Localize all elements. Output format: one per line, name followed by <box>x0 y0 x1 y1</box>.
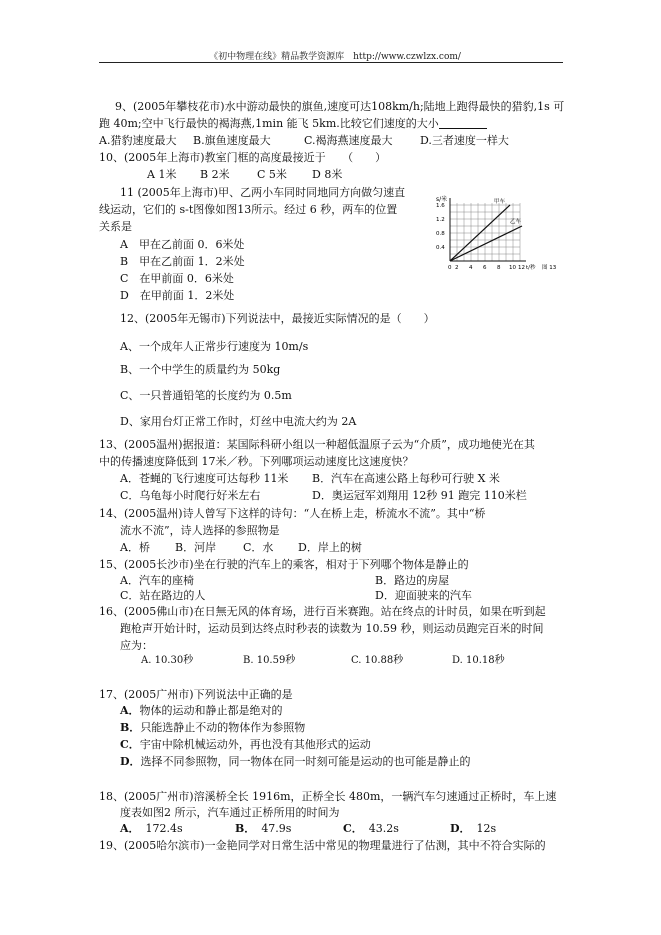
q16-line1: 16、(2005佛山市)在日無无风的体育场，进行百米赛跑。站在终点的计时员，如果在听到起 <box>99 605 546 618</box>
q17-option-d <box>120 755 471 769</box>
option-text: 选择不同参照物，同一物体在同一时刻可能是运动的也可能是静止的 <box>140 755 471 768</box>
q12-option-c: C、一只普通铅笔的长度约为 0.5m <box>120 389 292 402</box>
option-letter: B． <box>235 822 256 835</box>
q18-option-b <box>235 822 291 836</box>
q14-line2: 流水不流”，诗人选择的参照物是 <box>120 524 280 537</box>
series-label-jia: 甲车 <box>494 199 506 205</box>
q15-stem: 15、(2005长沙市)坐在行驶的汽车上的乘客，相对于下列哪个物体是静止的 <box>99 558 469 571</box>
q16-line2: 跑枪声开始计时，运动员到达终点时秒表的读数为 10.59 秒，则运动员跑完百米的时间 <box>120 622 544 635</box>
st-graph-figure <box>434 193 560 273</box>
y-tick: 1.6 <box>436 203 445 209</box>
option-letter: D． <box>120 755 141 768</box>
option-text: 12s <box>476 822 497 835</box>
q10-stem: 10、(2005年上海市)教室门框的高度最接近于 （ ） <box>99 151 387 164</box>
q15-option-a: A．汽车的座椅 <box>120 574 194 587</box>
q14-line1: 14、(2005温州)诗人曾写下这样的诗句：“人在桥上走，桥流水不流”。其中“桥 <box>99 507 486 520</box>
q10-option-a: A 1米 <box>147 168 177 181</box>
q19-line1: 19、(2005哈尔滨市)一金艳同学对日常生活中常见的物理量进行了估测，其中不符合实际的 <box>99 839 546 852</box>
q13-line1: 13、(2005温州)据报道：某国际科研小组以一种超低温原子云为“介质”，成功地使光在其 <box>99 438 535 451</box>
figure-caption: 图 13 <box>542 265 557 271</box>
q17-option-c <box>120 738 371 752</box>
q10-option-b: B 2米 <box>200 168 230 181</box>
q9-option-a: A.猎豹速度最大 <box>99 134 177 147</box>
q14-option-d: D．岸上的树 <box>298 541 362 554</box>
page-header: 《初中物理在线》精品教学资源库 http://www.czwlzx.com/ <box>209 52 461 62</box>
x-tick: 2 <box>455 265 459 271</box>
q9-option-b: B.旗鱼速度最大 <box>193 134 271 147</box>
option-text: 物体的运动和静止都是绝对的 <box>139 704 283 717</box>
q18-option-c <box>343 822 399 836</box>
x-tick: 10 <box>509 265 516 271</box>
q13-option-d: D．奥运冠军刘翔用 12秒 91 跑完 110米栏 <box>312 489 527 502</box>
option-letter: A． <box>120 704 140 717</box>
option-letter: A． <box>120 822 140 835</box>
q14-option-c: C．水 <box>243 541 274 554</box>
option-text: 43.2s <box>368 822 399 835</box>
q15-option-b: B．路边的房屋 <box>375 574 450 587</box>
x-tick: 8 <box>497 265 501 271</box>
q13-option-c: C．乌龟每小时爬行好米左右 <box>120 489 261 502</box>
q14-option-a: A．桥 <box>120 541 150 554</box>
q13-option-a: A．苍蝇的飞行速度可达每秒 11米 <box>120 472 289 485</box>
option-letter: C． <box>120 738 140 751</box>
q12-option-b: B、一个中学生的质量约为 50kg <box>120 363 281 376</box>
q14-option-b: B．河岸 <box>175 541 217 554</box>
q17-option-a <box>120 704 283 718</box>
q16-option-d: D. 10.18秒 <box>452 655 505 666</box>
x-tick: 6 <box>483 265 487 271</box>
q16-option-b: B. 10.59秒 <box>243 655 296 666</box>
option-letter: D． <box>450 822 471 835</box>
series-yi-line <box>450 226 522 261</box>
q11-line1: 11 (2005年上海市)甲、乙两小车同时同地同方向做匀速直 <box>120 186 406 199</box>
q11-option-b: B 甲在乙前面 1．2米处 <box>120 255 245 268</box>
q17-option-b <box>120 721 305 735</box>
q9-option-c: C.褐海燕速度最大 <box>304 134 393 147</box>
x-tick: 0 <box>448 265 452 271</box>
q11-line3: 关系是 <box>99 220 132 233</box>
series-label-yi: 乙车 <box>510 219 522 225</box>
q15-option-c: C．站在路边的人 <box>120 589 206 602</box>
option-text: 只能选静止不动的物体作为参照物 <box>140 721 306 734</box>
q18-option-d <box>450 822 496 836</box>
q11-line2: 线运动，它们的 s-t图像如图13所示。经过 6 秒，两车的位置 <box>99 203 398 216</box>
q12-stem: 12、(2005年无锡市)下列说法中，最接近实际情况的是（ ） <box>120 312 435 325</box>
q13-option-b: B．汽车在高速公路上每秒可行驶 X 米 <box>312 472 500 485</box>
q10-option-c: C 5米 <box>257 168 287 181</box>
q16-line3: 应为： <box>120 639 153 652</box>
q9-line1: 9、(2005年攀枝花市)水中游动最快的旗鱼,速度可达108km/h;陆地上跑得最快的猎豹,1s 可 <box>115 100 565 113</box>
q12-option-a: A、一个成年人正常步行速度为 10m/s <box>120 340 309 353</box>
q16-option-c: C. 10.88秒 <box>351 655 404 666</box>
x-tick: 4 <box>469 265 473 271</box>
option-letter: C． <box>343 822 363 835</box>
x-tick: 12 <box>518 265 525 271</box>
q11-option-d: D 在甲前面 1．2米处 <box>120 289 235 302</box>
y-tick: 1.2 <box>436 217 445 223</box>
q18-line2: 度表如图2 所示，汽车通过正桥所用的时间为 <box>120 806 340 819</box>
q17-stem: 17、(2005广州市)下列说法中正确的是 <box>99 688 293 701</box>
q9-line2: 跑 40m;空中飞行最快的褐海燕,1min 能飞 5km.比较它们速度的大小 <box>99 117 487 131</box>
q9-option-d: D.三者速度一样大 <box>420 134 509 147</box>
q12-option-d: D、家用台灯正常工作时，灯丝中电流大约为 2A <box>120 415 357 428</box>
option-letter: B． <box>120 721 141 734</box>
option-text: 172.4s <box>145 822 183 835</box>
y-tick: 0.4 <box>436 245 445 251</box>
option-text: 47.9s <box>261 822 292 835</box>
y-axis-label: s/米 <box>436 196 448 203</box>
q13-line2: 中的传播速度降低到 17米／秒。下列哪项运动速度比这速度快？ <box>99 455 414 468</box>
option-text: 宇宙中除机械运动外，再也没有其他形式的运动 <box>139 738 371 751</box>
q15-option-d: D．迎面驶来的汽车 <box>375 589 472 602</box>
q10-option-d: D 8米 <box>312 168 343 181</box>
y-tick: 0.8 <box>436 231 445 237</box>
q18-line1: 18、(2005广州市)溶溪桥全长 1916m，正桥全长 480m，一辆汽车匀速通过正桥时，车上速 <box>99 790 557 803</box>
x-axis-label: t/秒 <box>526 265 536 271</box>
answer-blank[interactable] <box>439 117 487 129</box>
header-rule <box>99 62 563 63</box>
q11-option-c: C 在甲前面 0．6米处 <box>120 272 234 285</box>
q18-option-a <box>120 822 183 836</box>
q11-option-a: A 甲在乙前面 0．6米处 <box>120 238 245 251</box>
q16-option-a: A. 10.30秒 <box>141 655 194 666</box>
